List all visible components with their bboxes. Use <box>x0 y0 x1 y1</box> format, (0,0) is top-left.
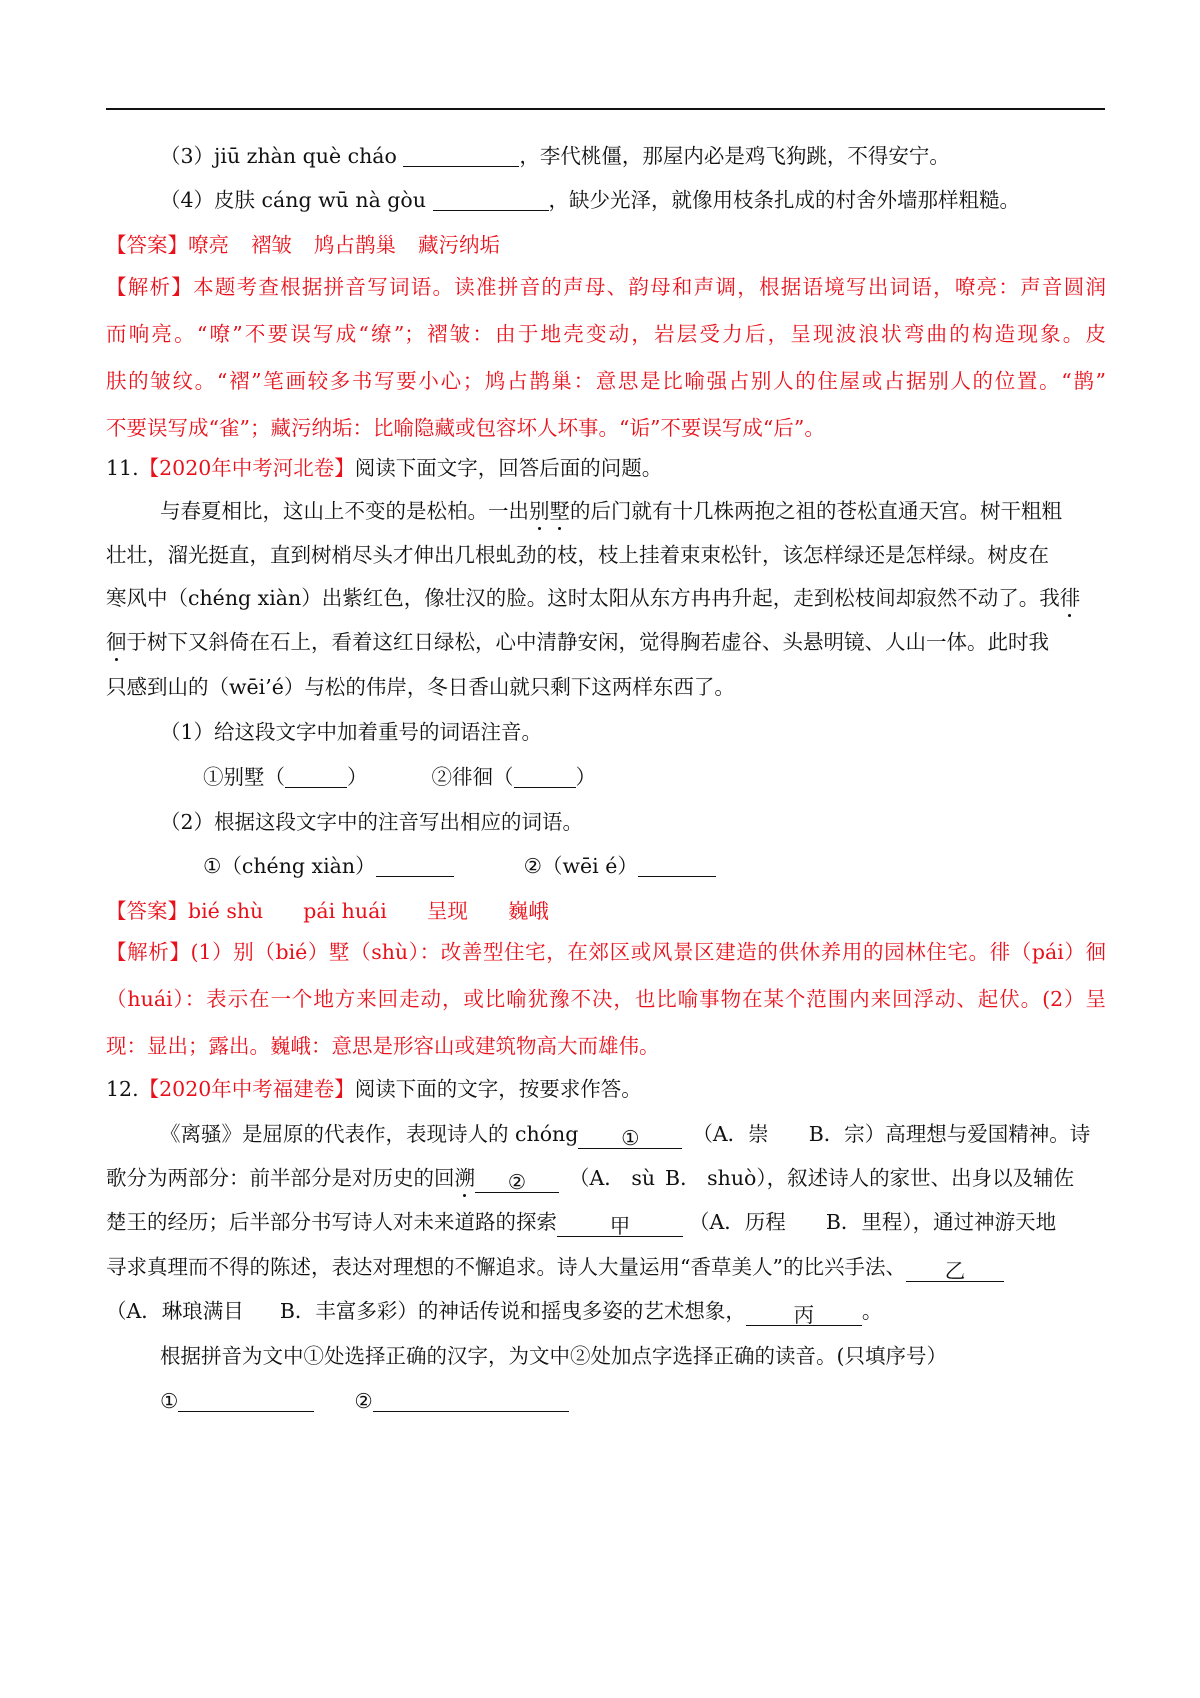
q11-analysis <box>106 929 1106 1070</box>
analysis-line: 【解析】(1）别（bié）墅（shù）：改善型住宅，在郊区或风景区建造的供休养用的园林住宅。徘（pái）徊 <box>106 940 1106 964</box>
question-source: 【2020年中考福建卷】 <box>138 1077 355 1101</box>
answer-blank[interactable] <box>178 1387 314 1412</box>
q10-answer <box>106 231 500 259</box>
analysis-line: 而响亮。“嘹”不要误写成“缭”；褶皱：由于地壳变动，岩层受力后，呈现波浪状弯曲的构造现象。皮 <box>106 322 1106 346</box>
blank-label: ② <box>354 1389 373 1413</box>
q12-header <box>106 1075 642 1103</box>
emphasis-char: 墅 <box>549 499 570 523</box>
answer-blank[interactable] <box>285 763 347 788</box>
q12-passage-line-1 <box>160 1120 1090 1149</box>
answer-blank[interactable] <box>373 1387 569 1412</box>
q11-passage-line-3 <box>106 584 1080 612</box>
q12-passage-line-5 <box>106 1297 882 1326</box>
blank-label: ②（wēi é） <box>523 854 638 878</box>
q10-item-4-blank[interactable] <box>433 186 549 211</box>
passage-blank[interactable]: 甲 <box>557 1212 683 1237</box>
passage-text: B． shuò），叙述诗人的家世、出身以及辅佐 <box>665 1166 1075 1190</box>
q11-passage-line-1 <box>160 497 1062 525</box>
q11-passage-line-2 <box>106 541 1049 569</box>
sub-question: （2）根据这段文字中的注音写出相应的词语。 <box>160 810 584 834</box>
q11-answer <box>106 897 549 925</box>
passage-text: B．宗）高理想与爱国精神。诗 <box>808 1122 1091 1146</box>
q11-sub2-blanks <box>203 852 716 880</box>
analysis-line: 【解析】本题考查根据拼音写词语。读准拼音的声母、韵母和声调，根据语境写出词语，嘹亮：声音圆润 <box>106 275 1106 299</box>
q11-sub2 <box>160 808 583 836</box>
q10-item-4 <box>160 186 1020 214</box>
passage-blank[interactable]: ② <box>475 1168 559 1193</box>
answer-item: pái huái <box>303 899 387 923</box>
passage-text: 歌分为两部分：前半部分是对历史的回 <box>106 1166 455 1190</box>
q12-passage-line-2 <box>106 1164 1074 1193</box>
passage-text: B．里程），通过神游天地 <box>825 1210 1057 1234</box>
q10-item-3-suffix: ，李代桃僵，那屋内必是鸡飞狗跳，不得安宁。 <box>519 144 950 168</box>
answer-blank[interactable] <box>376 852 454 877</box>
blank-label: ①别墅（ <box>203 765 285 789</box>
analysis-line: 现：显出；露出。巍峨：意思是形容山或建筑物高大而雄伟。 <box>106 1034 660 1058</box>
passage-text: 与春夏相比，这山上不变的是松柏。一出 <box>160 499 529 523</box>
q12-passage-line-3 <box>106 1208 1056 1237</box>
answer-item: 鸠占鹊巢 <box>314 233 396 257</box>
q12-passage-line-4 <box>106 1253 1004 1282</box>
question-number: 12. <box>106 1077 139 1101</box>
answer-item: 巍峨 <box>507 899 549 923</box>
q10-item-4-suffix: ，缺少光泽，就像用枝条扎成的村舍外墙那样粗糙。 <box>548 188 1020 212</box>
q11-sub1-blanks <box>203 763 596 791</box>
question-prompt: 阅读下面文字，回答后面的问题。 <box>354 456 663 480</box>
q10-item-3 <box>160 142 950 170</box>
answer-item: bié shù <box>188 899 264 923</box>
blank-close: ） <box>347 765 368 789</box>
passage-text: 只感到山的（wēi’é）与松的伟岸，冬日香山就只剩下这两样东西了。 <box>106 675 735 699</box>
option-text: （A．崇 <box>692 1122 769 1146</box>
option-text: （A．历程 <box>689 1210 786 1234</box>
q12-instruction <box>160 1342 947 1370</box>
q11-passage-line-4 <box>106 628 1049 656</box>
sub-question: 根据拼音为文中①处选择正确的汉字，为文中②处加点字选择正确的读音。(只填序号） <box>160 1344 947 1368</box>
answer-blank[interactable] <box>638 852 716 877</box>
question-prompt: 阅读下面的文字，按要求作答。 <box>354 1077 642 1101</box>
analysis-line: 肤的皱纹。“褶”笔画较多书写要小心；鸠占鹊巢：意思是比喻强占别人的住屋或占据别人的位置。“鹊” <box>106 369 1106 393</box>
passage-text: 《离骚》是屈原的代表作，表现诗人的 chóng <box>160 1122 579 1146</box>
blank-close: ） <box>575 765 596 789</box>
passage-blank[interactable]: ① <box>578 1124 682 1149</box>
q11-passage-line-5 <box>106 673 735 701</box>
header-rule <box>106 108 1105 110</box>
passage-text: 楚王的经历；后半部分书写诗人对未来道路的探索 <box>106 1210 557 1234</box>
question-number: 11. <box>106 456 139 480</box>
q11-sub1 <box>160 718 542 746</box>
answer-tag: 【答案】 <box>106 899 188 923</box>
q10-item-4-prefix: （4）皮肤 cáng wū nà gòu <box>160 188 433 212</box>
q10-item-3-prefix: （3）jiū zhàn què cháo <box>160 144 404 168</box>
passage-text: B．丰富多彩）的神话传说和摇曳多姿的艺术想象， <box>279 1299 746 1323</box>
passage-text: 寒风中（chéng xiàn）出紫红色，像壮汉的脸。这时太阳从东方冉冉升起，走到松枝间却寂然不动了。我 <box>106 586 1060 610</box>
q10-analysis <box>106 264 1106 452</box>
question-source: 【2020年中考河北卷】 <box>138 456 355 480</box>
blank-label: ①（chéng xiàn） <box>203 854 376 878</box>
analysis-line: （huái）：表示在一个地方来回走动，或比喻犹豫不决，也比喻事物在某个范围内来回浮动、起伏。(2）呈 <box>106 987 1106 1011</box>
answer-item: 褶皱 <box>251 233 292 257</box>
passage-text: 于树下又斜倚在石上，看着这红日绿松，心中清静安闲，觉得胸若虚谷、头悬明镜、人山一体。此时我 <box>126 630 1049 654</box>
passage-text: 寻求真理而不得的陈述，表达对理想的不懈追求。诗人大量运用“香草美人”的比兴手法、 <box>106 1255 906 1279</box>
answer-tag: 【答案】 <box>106 233 188 257</box>
blank-label: ① <box>160 1389 179 1413</box>
answer-item: 藏污纳垢 <box>418 233 500 257</box>
answer-item: 嘹亮 <box>188 233 229 257</box>
emphasis-char: 徘 <box>1059 586 1081 610</box>
blank-label: ②徘徊（ <box>431 765 514 789</box>
passage-blank[interactable]: 丙 <box>746 1301 862 1326</box>
passage-text: 。 <box>861 1299 883 1323</box>
answer-item: 呈现 <box>426 899 468 923</box>
option-text: （A．琳琅满目 <box>106 1299 244 1323</box>
answer-blank[interactable] <box>514 763 576 788</box>
sub-question: （1）给这段文字中加着重号的词语注音。 <box>160 720 543 744</box>
analysis-line: 不要误写成“雀”；藏污纳垢：比喻隐藏或包容坏人坏事。“诟”不要误写成“后”。 <box>106 416 825 440</box>
passage-text: 壮壮，溜光挺直，直到树梢尽头才伸出几根虬劲的枝，枝上挂着束束松针，该怎样绿还是怎样绿。树皮在 <box>106 543 1049 567</box>
emphasis-char: 徊 <box>106 630 127 654</box>
passage-text: 的后门就有十几株两抱之祖的苍松直通天宫。树干粗粗 <box>570 499 1062 523</box>
q11-header <box>106 454 662 482</box>
q10-item-3-blank[interactable] <box>403 142 519 167</box>
emphasis-char: 别 <box>529 499 550 523</box>
emphasis-char: 溯 <box>454 1166 475 1190</box>
option-text: （A． sù <box>569 1166 656 1190</box>
passage-blank[interactable]: 乙 <box>906 1257 1004 1282</box>
q12-answer-blanks <box>160 1387 569 1415</box>
